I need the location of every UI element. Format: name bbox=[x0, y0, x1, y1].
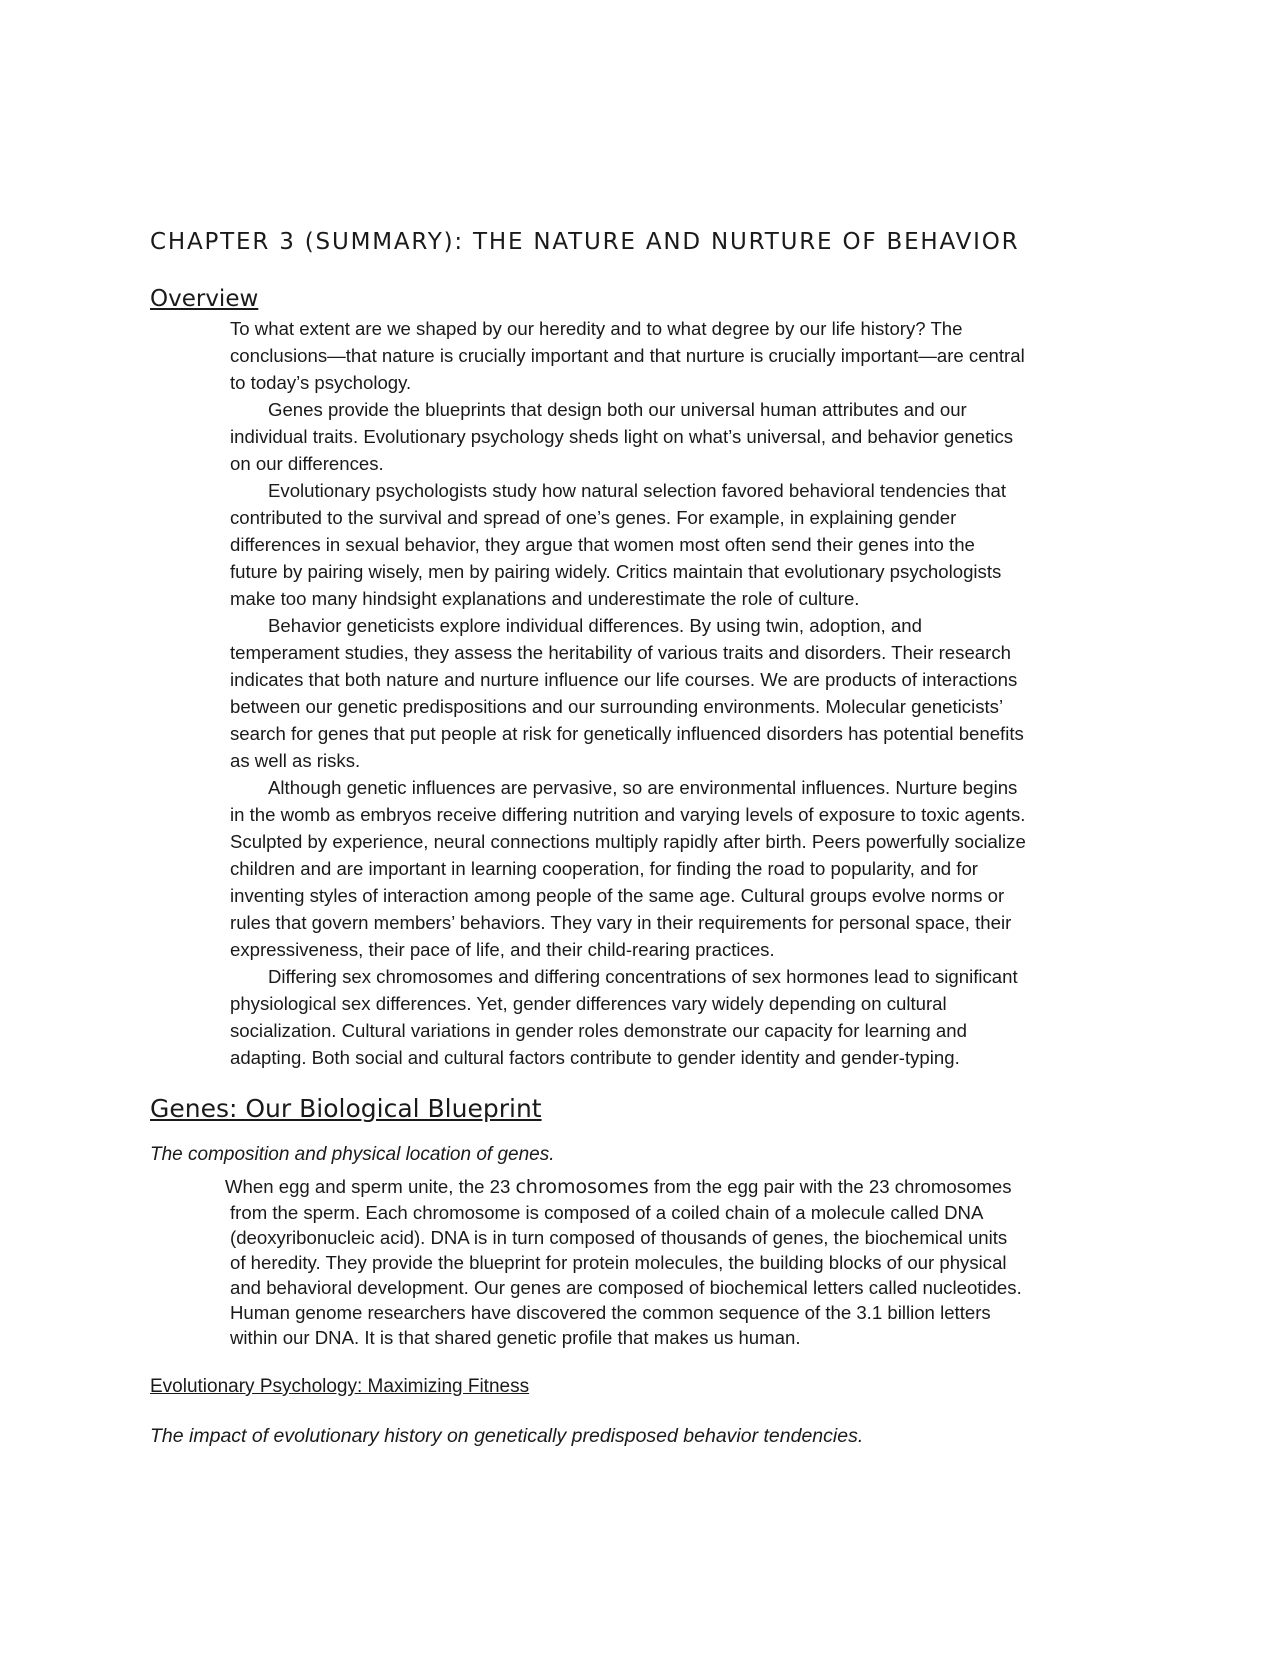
overview-line: future by pairing wisely, men by pairing widely. Critics maintain that evolutionary psychologists bbox=[230, 561, 1002, 582]
overview-line: Evolutionary psychologists study how natural selection favored behavioral tendencies that bbox=[268, 480, 1006, 501]
overview-line: contributed to the survival and spread of one’s genes. For example, in explaining gender bbox=[230, 507, 957, 528]
overview-line: individual traits. Evolutionary psychology sheds light on what’s universal, and behavior genetics bbox=[230, 426, 1014, 447]
evolutionary-section-heading: Evolutionary Psychology: Maximizing Fitness bbox=[150, 1376, 530, 1397]
overview-line: differences in sexual behavior, they argue that women most often send their genes into the bbox=[230, 534, 975, 555]
overview-line: search for genes that put people at risk for genetically influenced disorders has potential benefits bbox=[230, 723, 1024, 744]
genes-first-line-start: When egg and sperm unite, the 23 bbox=[225, 1176, 516, 1197]
overview-line: Sculpted by experience, neural connections multiply rapidly after birth. Peers powerfully socialize bbox=[230, 831, 1026, 852]
overview-line: socialization. Cultural variations in gender roles demonstrate our capacity for learning and bbox=[230, 1020, 967, 1041]
overview-line: Behavior geneticists explore individual differences. By using twin, adoption, and bbox=[268, 615, 922, 636]
genes-line: of heredity. They provide the blueprint for protein molecules, the building blocks of our physical bbox=[230, 1252, 1007, 1273]
genes-line: from the sperm. Each chromosome is composed of a coiled chain of a molecule called DNA bbox=[230, 1202, 984, 1223]
overview-line: physiological sex differences. Yet, gender differences vary widely depending on cultural bbox=[230, 993, 947, 1014]
overview-line: conclusions—that nature is crucially important and that nurture is crucially important—are central bbox=[230, 345, 1025, 366]
genes-line: (deoxyribonucleic acid). DNA is in turn composed of thousands of genes, the biochemical units bbox=[230, 1227, 1008, 1248]
evolutionary-section-subtitle: The impact of evolutionary history on genetically predisposed behavior tendencies. bbox=[150, 1425, 864, 1447]
overview-body bbox=[230, 315, 1130, 1071]
overview-line: as well as risks. bbox=[230, 750, 361, 771]
overview-line: temperament studies, they assess the heritability of various traits and disorders. Their research bbox=[230, 642, 1011, 663]
overview-heading: Overview bbox=[150, 286, 259, 312]
overview-line: Differing sex chromosomes and differing concentrations of sex hormones lead to significant bbox=[268, 966, 1018, 987]
overview-line: in the womb as embryos receive differing nutrition and varying levels of exposure to toxic agents. bbox=[230, 804, 1026, 825]
chapter-title: CHAPTER 3 (SUMMARY): THE NATURE AND NURTURE OF BEHAVIOR bbox=[150, 229, 1020, 255]
overview-line: To what extent are we shaped by our heredity and to what degree by our life history? The bbox=[230, 318, 963, 339]
overview-line: inventing styles of interaction among people of the same age. Cultural groups evolve norms or bbox=[230, 885, 1005, 906]
overview-line: Genes provide the blueprints that design both our universal human attributes and our bbox=[268, 399, 967, 420]
genes-section-heading: Genes: Our Biological Blueprint bbox=[150, 1094, 542, 1123]
overview-line: indicates that both nature and nurture influence our life courses. We are products of interactions bbox=[230, 669, 1018, 690]
key-term-chromosomes: chromosomes bbox=[515, 1176, 649, 1198]
overview-line: adapting. Both social and cultural factors contribute to gender identity and gender-typing. bbox=[230, 1047, 960, 1068]
overview-line: on our differences. bbox=[230, 453, 384, 474]
genes-line: and behavioral development. Our genes are composed of biochemical letters called nucleotides. bbox=[230, 1277, 1022, 1298]
overview-line: Although genetic influences are pervasive, so are environmental influences. Nurture begins bbox=[268, 777, 1018, 798]
overview-line: expressiveness, their pace of life, and their child-rearing practices. bbox=[230, 939, 775, 960]
overview-line: rules that govern members’ behaviors. They vary in their requirements for personal space, their bbox=[230, 912, 1012, 933]
genes-line: Human genome researchers have discovered the common sequence of the 3.1 billion letters bbox=[230, 1302, 991, 1323]
genes-first-line bbox=[225, 1174, 1130, 1200]
overview-line: make too many hindsight explanations and underestimate the role of culture. bbox=[230, 588, 860, 609]
genes-first-line-end: from the egg pair with the 23 chromosomes bbox=[648, 1176, 1012, 1197]
overview-line: between our genetic predispositions and our surrounding environments. Molecular geneticists’ bbox=[230, 696, 1004, 717]
genes-line: within our DNA. It is that shared genetic profile that makes us human. bbox=[230, 1327, 801, 1348]
overview-line: to today’s psychology. bbox=[230, 372, 412, 393]
genes-section-body bbox=[225, 1174, 1130, 1350]
genes-section-subtitle: The composition and physical location of genes. bbox=[150, 1144, 555, 1165]
overview-line: children and are important in learning cooperation, for finding the road to popularity, and for bbox=[230, 858, 978, 879]
